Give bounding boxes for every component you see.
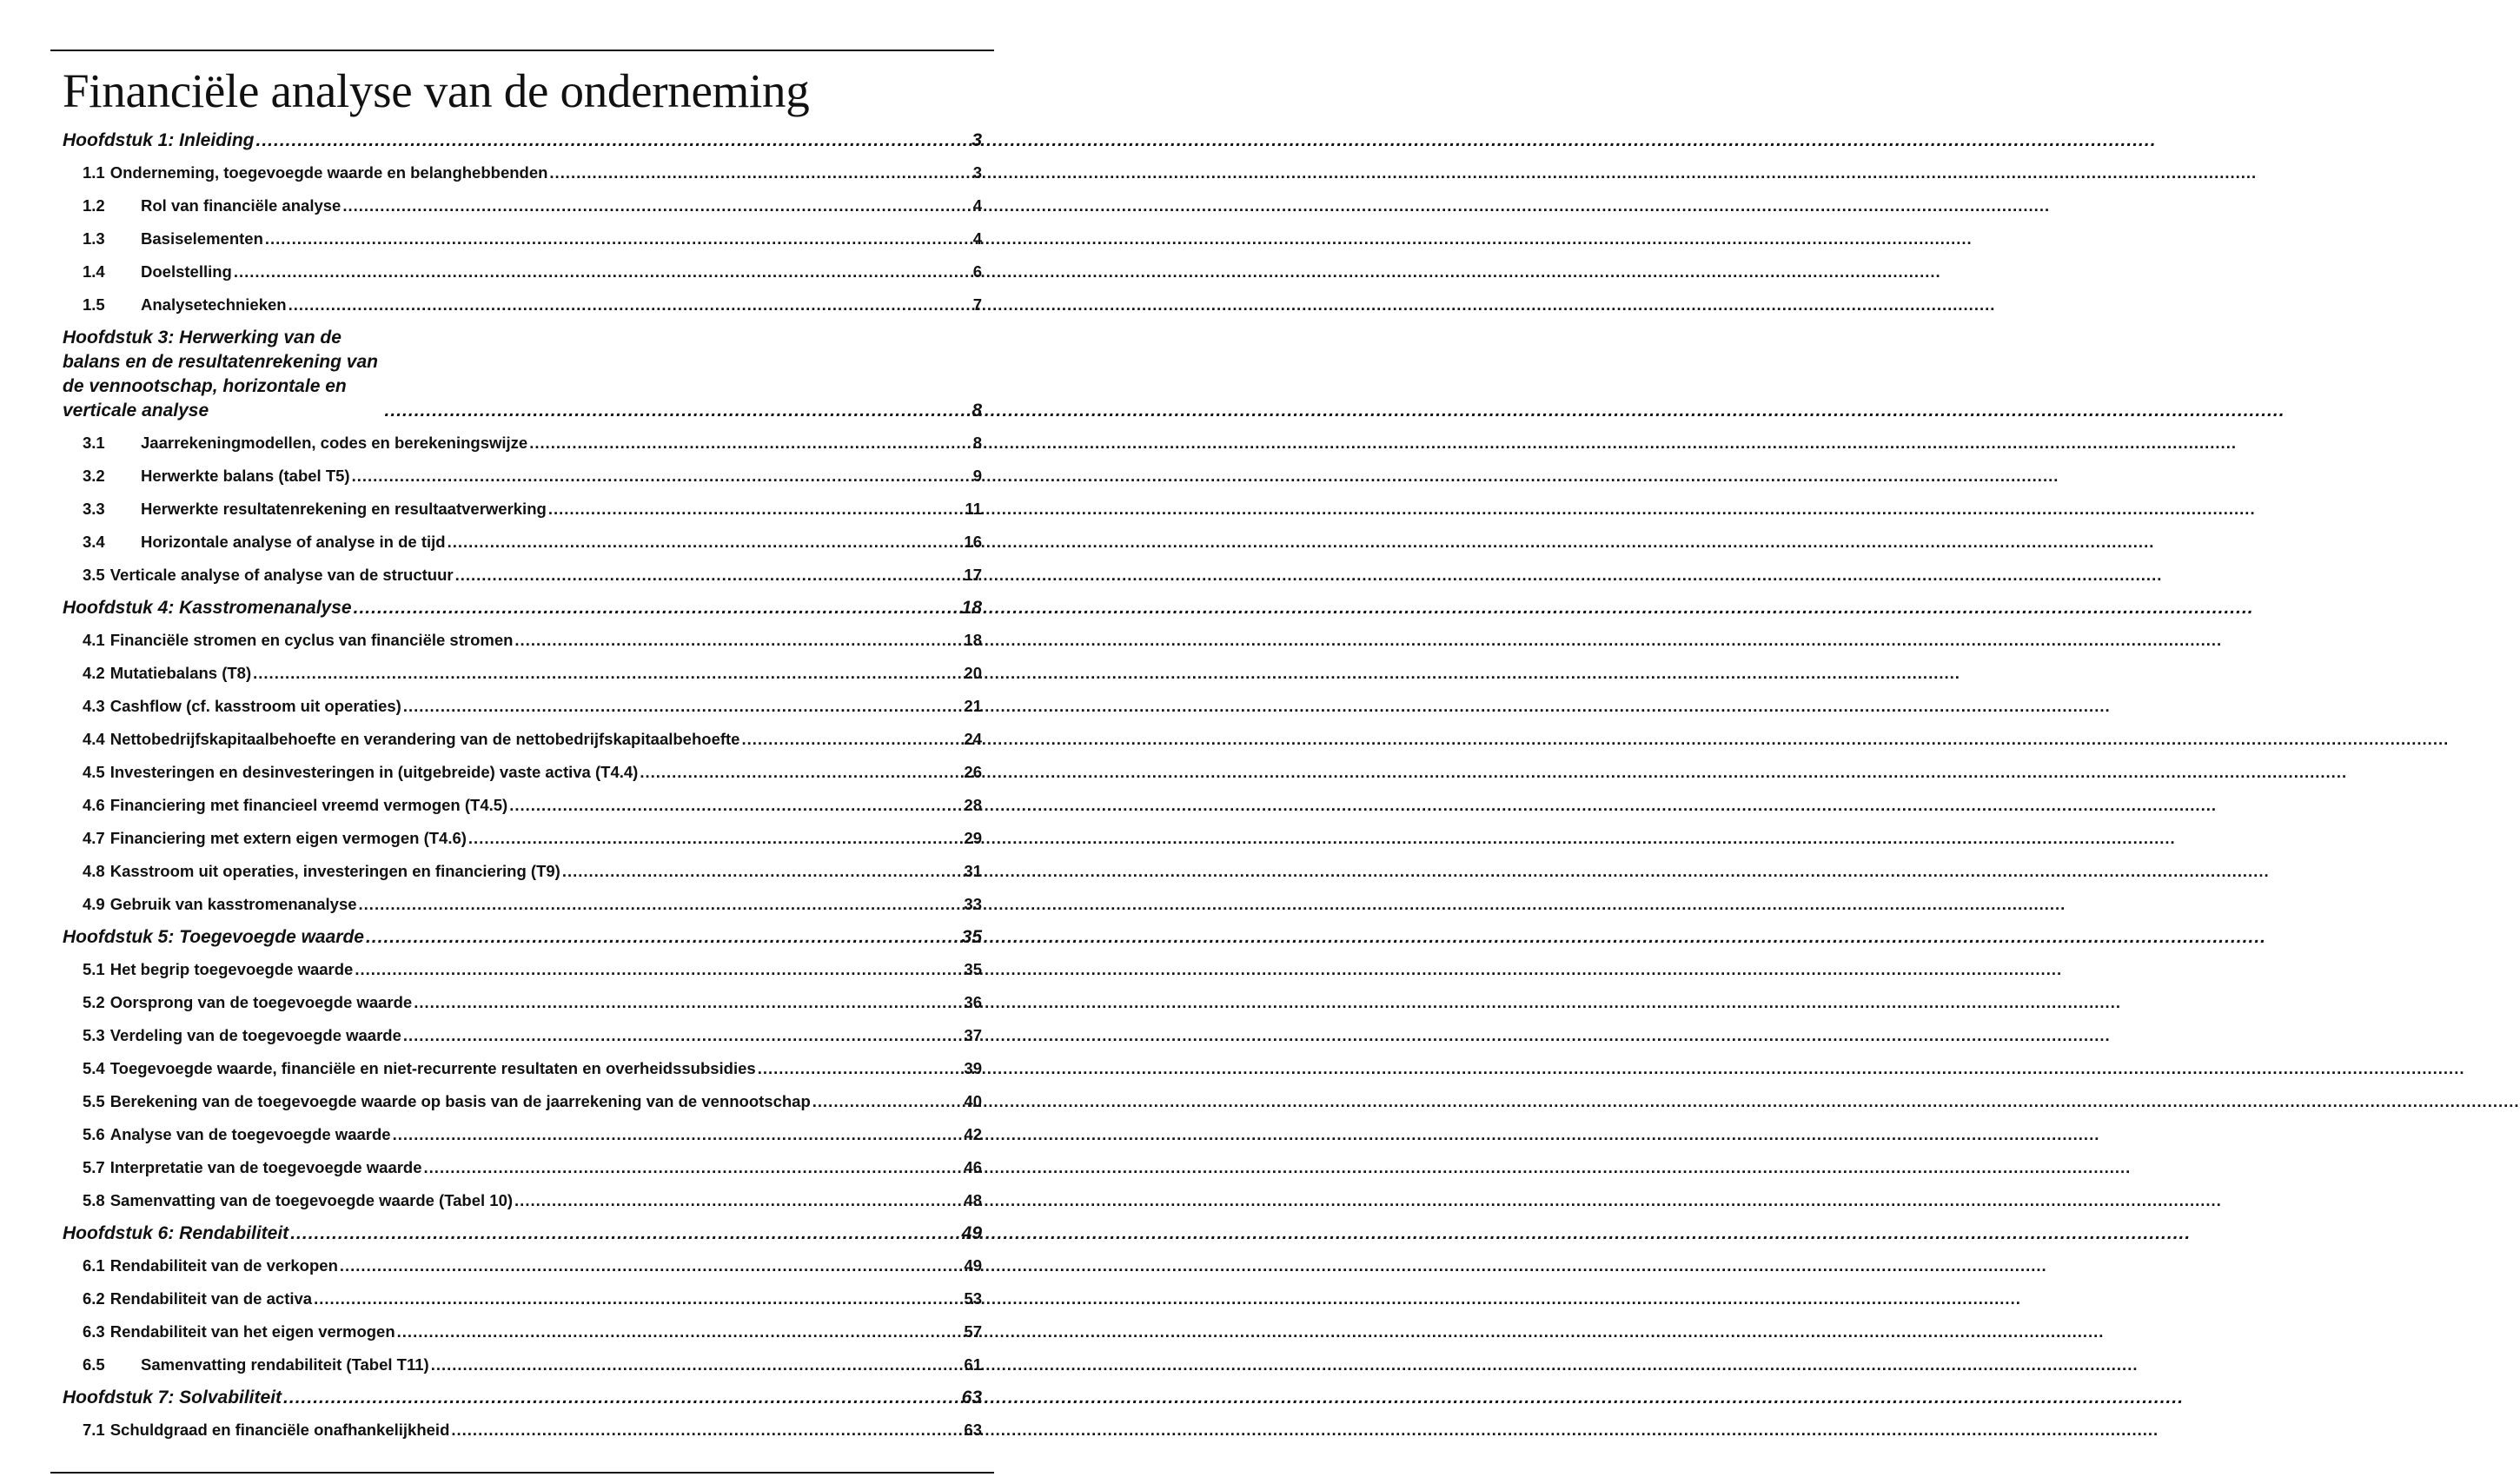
dot-leader [397, 1321, 963, 1342]
toc-section-entry[interactable] [63, 255, 982, 288]
toc-entry-title: Schuldgraad en financiële onafhankelijkheid [109, 1421, 450, 1439]
toc-page-number: 26 [964, 763, 982, 781]
toc-page-number: 36 [964, 993, 982, 1011]
toc-entry-text [83, 499, 547, 520]
dot-leader [265, 229, 972, 249]
dot-leader [256, 129, 971, 153]
toc-page-number: 35 [961, 927, 982, 947]
toc-entry-text [83, 565, 454, 586]
toc-section-entry[interactable] [63, 789, 982, 822]
toc-section-number: 5.7 [83, 1158, 105, 1176]
toc-section-entry[interactable] [63, 493, 982, 526]
toc-entry-title: Rendabiliteit van de verkopen [109, 1256, 338, 1275]
toc-entry-title: Samenvatting van de toegevoegde waarde (Tabel 10) [109, 1191, 514, 1209]
toc-section-number: 4.9 [83, 895, 105, 913]
toc-section-entry[interactable] [63, 1184, 982, 1217]
toc-section-number: 3.4 [83, 533, 105, 551]
toc-entry-text [83, 1058, 756, 1079]
toc-page-number: 16 [964, 533, 982, 551]
toc-section-number: 5.1 [83, 960, 105, 978]
dot-leader [359, 894, 963, 915]
toc-entry-title: Hoofdstuk 6: Rendabiliteit [63, 1223, 289, 1243]
toc-page-number: 63 [961, 1388, 982, 1407]
toc-section-number: 6.2 [83, 1289, 105, 1308]
dot-leader [385, 399, 971, 423]
dot-leader [548, 499, 964, 520]
toc-entry-text [63, 925, 364, 950]
toc-entry-title: Rendabiliteit van het eigen vermogen [109, 1322, 395, 1341]
toc-page-number: 4 [972, 229, 982, 248]
dot-leader [529, 433, 972, 454]
toc-page-number: 18 [964, 631, 982, 649]
dot-leader [352, 466, 972, 487]
toc-section-entry[interactable] [63, 1019, 982, 1052]
toc-entry-text [83, 992, 412, 1013]
dot-leader [314, 1288, 962, 1309]
toc-section-entry[interactable] [63, 460, 982, 493]
toc-page-number: 28 [964, 796, 982, 814]
toc-section-number: 5.4 [83, 1059, 105, 1077]
toc-entry-text [83, 162, 547, 183]
toc-entry-text [83, 861, 560, 882]
toc-page-number: 61 [964, 1355, 982, 1374]
toc-entry-text [83, 729, 739, 750]
toc-page-number: 4 [972, 196, 982, 215]
toc-entry-title: Verticale analyse of analyse van de structuur [109, 566, 454, 584]
toc-section-number: 5.8 [83, 1191, 105, 1209]
toc-page-number: 9 [972, 467, 982, 485]
toc-page-number: 63 [964, 1421, 982, 1439]
toc-section-entry[interactable] [63, 690, 982, 723]
toc-section-number: 1.5 [83, 295, 105, 314]
dot-leader [234, 262, 972, 282]
dot-leader [403, 1025, 963, 1046]
toc-entry-text [63, 1222, 288, 1246]
toc-section-number: 6.3 [83, 1322, 105, 1341]
toc-entry-text [83, 295, 287, 315]
toc-entry-text [63, 596, 352, 620]
toc-section-number: 3.5 [83, 566, 105, 584]
toc-section-entry[interactable] [63, 756, 982, 789]
toc-section-number: 5.6 [83, 1125, 105, 1143]
toc-entry-title: Hoofdstuk 1: Inleiding [63, 130, 255, 150]
dot-leader [354, 596, 960, 620]
toc-section-entry[interactable] [63, 189, 982, 222]
toc-chapter-entry[interactable] [63, 1381, 982, 1414]
toc-page-number: 31 [964, 862, 982, 880]
table-of-contents [63, 124, 982, 1447]
dot-leader [514, 1190, 962, 1211]
toc-section-number: 5.2 [83, 993, 105, 1011]
toc-section-entry[interactable] [63, 222, 982, 255]
dot-leader [290, 1222, 959, 1246]
toc-entry-title: Toegevoegde waarde, financiële en niet-recurrente resultaten en overheidssubsidies [109, 1059, 756, 1077]
dot-leader [288, 295, 972, 315]
toc-entry-title: Financiering met financieel vreemd vermogen (T4.5) [109, 796, 508, 814]
dot-leader [340, 1255, 963, 1276]
toc-page-number: 18 [961, 598, 982, 618]
toc-page-number: 40 [964, 1092, 982, 1110]
toc-entry-title: Doelstelling [141, 262, 232, 281]
toc-page-number: 33 [964, 895, 982, 913]
toc-entry-text [83, 1025, 401, 1046]
toc-section-number: 1.2 [83, 196, 105, 215]
toc-section-entry[interactable] [63, 1085, 982, 1118]
dot-leader [758, 1058, 963, 1079]
toc-section-number: 4.2 [83, 664, 105, 682]
toc-section-entry[interactable] [63, 723, 982, 756]
toc-section-entry[interactable] [63, 526, 982, 559]
toc-page-number: 21 [964, 697, 982, 715]
toc-section-number: 4.3 [83, 697, 105, 715]
toc-page-number: 53 [964, 1289, 982, 1308]
document-title: Financiële analyse van de onderneming [63, 64, 810, 117]
dot-leader [562, 861, 963, 882]
toc-section-number: 1.1 [83, 163, 105, 182]
toc-entry-text [83, 466, 350, 487]
toc-entry-text [83, 1157, 422, 1178]
toc-entry-title: Jaarrekeningmodellen, codes en berekeningswijze [141, 434, 528, 452]
toc-chapter-entry[interactable] [63, 321, 982, 427]
toc-entry-text [83, 1420, 449, 1441]
toc-entry-text [83, 1288, 312, 1309]
dot-leader [355, 959, 962, 980]
dot-leader [253, 663, 962, 684]
toc-section-number: 3.2 [83, 467, 105, 485]
toc-chapter-entry[interactable] [63, 124, 982, 156]
toc-entry-title: Nettobedrijfskapitaalbehoefte en verandering van de nettobedrijfskapitaalbehoefte [109, 730, 740, 748]
toc-section-number: 4.4 [83, 730, 105, 748]
dot-leader [812, 1091, 963, 1112]
toc-entry-text [83, 532, 446, 553]
toc-section-entry[interactable] [63, 1348, 982, 1381]
toc-section-number: 5.5 [83, 1092, 105, 1110]
toc-entry-title: Hoofdstuk 5: Toegevoegde waarde [63, 927, 364, 947]
toc-section-number: 4.8 [83, 862, 105, 880]
dot-leader [283, 1386, 960, 1410]
toc-entry-title: Oorsprong van de toegevoegde waarde [109, 993, 413, 1011]
toc-section-entry[interactable] [63, 657, 982, 690]
toc-section-number: 6.1 [83, 1256, 105, 1275]
toc-page-number: 8 [972, 401, 982, 421]
toc-section-entry[interactable] [63, 953, 982, 986]
toc-section-entry[interactable] [63, 559, 982, 592]
toc-chapter-entry[interactable] [63, 921, 982, 953]
toc-section-entry[interactable] [63, 1151, 982, 1184]
toc-page-number: 48 [964, 1191, 982, 1209]
toc-page-number: 11 [965, 500, 982, 518]
toc-page-number: 35 [964, 960, 982, 978]
toc-entry-title: Het begrip toegevoegde waarde [109, 960, 354, 978]
dot-leader [455, 565, 963, 586]
dot-leader [424, 1157, 963, 1178]
toc-entry-title: Rol van financiële analyse [141, 196, 342, 215]
toc-entry-title: Samenvatting rendabiliteit (Tabel T11) [141, 1355, 429, 1374]
toc-entry-text [83, 630, 513, 651]
toc-entry-text [83, 959, 353, 980]
toc-entry-text [83, 1321, 395, 1342]
dot-leader [741, 729, 962, 750]
toc-section-number: 3.3 [83, 500, 105, 518]
toc-page-number: 57 [964, 1322, 982, 1341]
toc-entry-title: Basiselementen [141, 229, 263, 248]
toc-section-number: 7.1 [83, 1421, 105, 1439]
dot-leader [640, 762, 962, 783]
toc-entry-text [63, 129, 255, 153]
toc-section-entry[interactable] [63, 1118, 982, 1151]
toc-entry-title: Hoofdstuk 3: Herwerking van de balans en de resultatenrekening van de vennootschap, horizontale en verticale analyse [63, 328, 378, 421]
toc-section-entry[interactable] [63, 888, 982, 921]
toc-section-entry[interactable] [63, 624, 982, 657]
toc-section-entry[interactable] [63, 1249, 982, 1282]
toc-entry-text [83, 195, 341, 216]
toc-page-number: 3 [972, 130, 982, 150]
toc-section-entry[interactable] [63, 288, 982, 321]
toc-chapter-entry[interactable] [63, 592, 982, 624]
toc-entry-title: Onderneming, toegevoegde waarde en belanghebbenden [109, 163, 548, 182]
dot-leader [549, 162, 971, 183]
toc-page-number: 49 [961, 1223, 982, 1243]
dot-leader [509, 795, 962, 816]
toc-entry-title: Rendabiliteit van de activa [109, 1289, 313, 1308]
toc-page-number: 20 [964, 664, 982, 682]
toc-section-entry[interactable] [63, 855, 982, 888]
toc-entry-title: Kasstroom uit operaties, investeringen en financiering (T9) [109, 862, 560, 880]
toc-entry-text [83, 663, 251, 684]
toc-section-number: 1.4 [83, 262, 105, 281]
toc-entry-text [83, 1255, 338, 1276]
dot-leader [514, 630, 962, 651]
toc-chapter-entry[interactable] [63, 1217, 982, 1249]
toc-page-number: 37 [964, 1026, 982, 1044]
toc-entry-title: Hoofdstuk 4: Kasstromenanalyse [63, 598, 352, 618]
dot-leader [451, 1420, 962, 1441]
toc-entry-title: Horizontale analyse of analyse in de tijd [141, 533, 446, 551]
toc-section-number: 4.6 [83, 796, 105, 814]
toc-entry-title: Berekening van de toegevoegde waarde op basis van de jaarrekening van de vennootschap [109, 1092, 811, 1110]
toc-entry-title: Financiering met extern eigen vermogen (T4.6) [109, 829, 467, 847]
toc-page-number: 42 [964, 1125, 982, 1143]
toc-page-number: 8 [972, 434, 982, 452]
toc-section-number: 3.1 [83, 434, 105, 452]
toc-entry-title: Analyse van de toegevoegde waarde [109, 1125, 391, 1143]
dot-leader [414, 992, 962, 1013]
toc-entry-title: Investeringen en desinvesteringen in (uitgebreide) vaste activa (T4.4) [109, 763, 639, 781]
toc-entry-title: Hoofdstuk 7: Solvabiliteit [63, 1388, 282, 1407]
toc-entry-text [63, 326, 383, 423]
toc-entry-text [83, 762, 638, 783]
toc-entry-text [83, 262, 232, 282]
toc-page-number: 3 [972, 163, 982, 182]
dot-leader [468, 828, 963, 849]
toc-entry-title: Analysetechnieken [141, 295, 287, 314]
toc-entry-title: Herwerkte resultatenrekening en resultaatverwerking [141, 500, 547, 518]
toc-section-entry[interactable] [63, 1052, 982, 1085]
toc-entry-text [83, 696, 401, 717]
toc-entry-title: Herwerkte balans (tabel T5) [141, 467, 350, 485]
toc-section-number: 4.1 [83, 631, 105, 649]
toc-page-number: 39 [964, 1059, 982, 1077]
toc-section-number: 5.3 [83, 1026, 105, 1044]
toc-section-entry[interactable] [63, 1282, 982, 1315]
toc-entry-title: Verdeling van de toegevoegde waarde [109, 1026, 401, 1044]
toc-section-number: 4.7 [83, 829, 105, 847]
toc-entry-text [83, 1190, 513, 1211]
toc-entry-text [83, 795, 507, 816]
toc-entry-text [83, 1091, 811, 1112]
toc-page-number: 29 [964, 829, 982, 847]
toc-page-number: 7 [972, 295, 982, 314]
toc-entry-text [63, 1386, 282, 1410]
bottom-rule [50, 1472, 994, 1474]
toc-section-entry[interactable] [63, 822, 982, 855]
toc-entry-text [83, 1124, 391, 1145]
toc-entry-title: Interpretatie van de toegevoegde waarde [109, 1158, 422, 1176]
toc-section-number: 6.5 [83, 1355, 105, 1374]
toc-section-number: 1.3 [83, 229, 105, 248]
toc-entry-title: Gebruik van kasstromenanalyse [109, 895, 357, 913]
toc-entry-text [83, 229, 263, 249]
toc-entry-text [83, 1354, 429, 1375]
toc-page-number: 17 [964, 566, 982, 584]
toc-page-number: 6 [972, 262, 982, 281]
toc-section-entry[interactable] [63, 427, 982, 460]
toc-section-entry[interactable] [63, 986, 982, 1019]
dot-leader [448, 532, 963, 553]
toc-entry-text [83, 828, 467, 849]
toc-entry-title: Cashflow (cf. kasstroom uit operaties) [109, 697, 401, 715]
toc-page-number: 46 [964, 1158, 982, 1176]
toc-page-number: 49 [964, 1256, 982, 1275]
dot-leader [342, 195, 971, 216]
dot-leader [403, 696, 963, 717]
toc-page-number: 24 [964, 730, 982, 748]
toc-section-entry[interactable] [63, 156, 982, 189]
top-rule [50, 50, 994, 51]
toc-section-entry[interactable] [63, 1414, 982, 1447]
dot-leader [366, 925, 960, 950]
toc-entry-text [83, 433, 527, 454]
toc-entry-title: Financiële stromen en cyclus van financiële stromen [109, 631, 514, 649]
dot-leader [431, 1354, 963, 1375]
toc-section-number: 4.5 [83, 763, 105, 781]
toc-section-entry[interactable] [63, 1315, 982, 1348]
toc-entry-title: Mutatiebalans (T8) [109, 664, 252, 682]
dot-leader [393, 1124, 963, 1145]
toc-entry-text [83, 894, 357, 915]
